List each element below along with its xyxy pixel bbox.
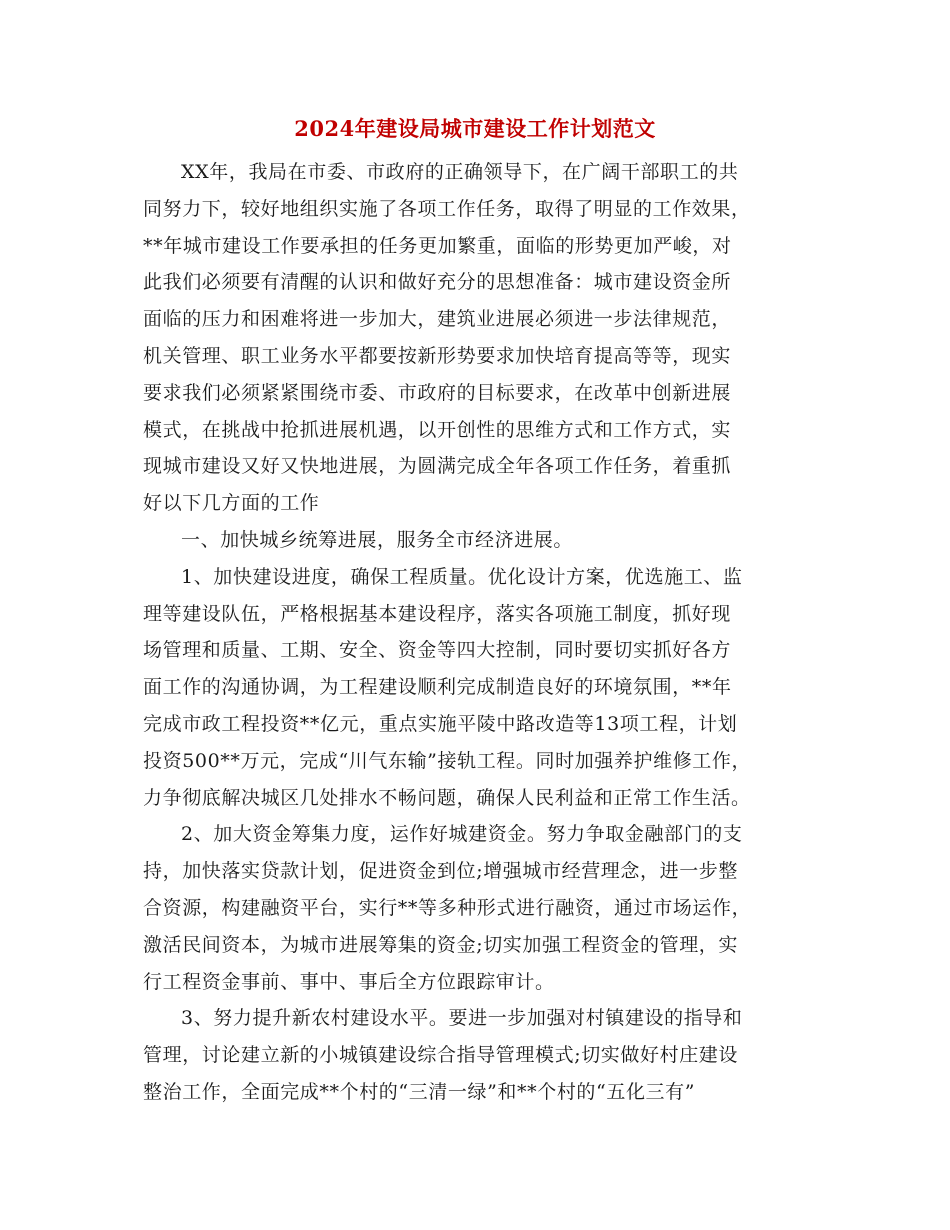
text-line: 此我们必须要有清醒的认识和做好充分的思想准备：城市建设资金所 [143,271,732,294]
text-line: 好以下几方面的工作 [143,492,320,515]
text-line: 面工作的沟通协调，为工程建设顺利完成制造良好的环境氛围，**年 [143,676,732,699]
section-heading-1 [143,522,823,559]
text-line: 同努力下，较好地组织实施了各项工作任务，取得了明显的工作效果， [143,197,751,220]
text-line: 管理，讨论建立新的小城镇建设综合指导管理模式;切实做好村庄建设 [143,1044,739,1067]
document-title: 2024年建设局城市建设工作计划范文 [294,116,656,141]
paragraph-intro [143,154,823,522]
text-line: 1、加快建设进度，确保工程质量。优化设计方案，优选施工、监 [181,565,743,588]
text-line: 持，加快落实贷款计划，促进资金到位;增强城市经营理念，进一步整 [143,860,739,883]
section-heading-text: 一、加快城乡统筹进展，服务全市经济进展。 [181,528,574,551]
paragraph-item-1 [143,559,823,817]
text-line: XX年，我局在市委、市政府的正确领导下，在广阔干部职工的共 [181,161,739,183]
text-line: 模式，在挑战中抢抓进展机遇，以开创性的思维方式和工作方式，实 [143,418,732,441]
text-line: 完成市政工程投资**亿元，重点实施平陵中路改造等13项工程，计划 [143,712,738,735]
text-line: 理等建设队伍，严格根据基本建设程序，落实各项施工制度，抓好现 [143,602,732,625]
text-line: 场管理和质量、工期、安全、资金等四大控制，同时要切实抓好各方 [143,639,732,662]
text-line: 2、加大资金筹集力度，运作好城建资金。努力争取金融部门的支 [181,823,743,846]
text-line: 行工程资金事前、事中、事后全方位跟踪审计。 [143,970,555,993]
paragraph-item-3 [143,1000,823,1110]
text-line: 要求我们必须紧紧围绕市委、市政府的目标要求，在改革中创新进展 [143,381,732,404]
text-line: 机关管理、职工业务水平都要按新形势要求加快培育提高等等，现实 [143,344,732,367]
paragraph-item-2 [143,816,823,1000]
text-line: 整治工作，全面完成**个村的“三清一绿”和**个村的“五化三有” [143,1080,696,1103]
text-line: **年城市建设工作要承担的任务更加繁重，面临的形势更加严峻，对 [143,234,732,257]
text-line: 面临的压力和困难将进一步加大，建筑业进展必须进一步法律规范， [143,308,732,331]
text-line: 力争彻底解决城区几处排水不畅问题，确保人民利益和正常工作生活。 [143,786,751,809]
document-body [143,154,823,1111]
text-line: 投资500**万元，完成“川气东输”接轨工程。同时加强养护维修工作， [143,749,752,772]
text-line: 现城市建设又好又快地进展，为圆满完成全年各项工作任务，着重抓 [143,455,732,478]
text-line: 合资源，构建融资平台，实行**等多种形式进行融资，通过市场运作， [143,896,752,919]
text-line: 3、努力提升新农村建设水平。要进一步加强对村镇建设的指导和 [181,1007,743,1030]
text-line: 激活民间资本，为城市进展筹集的资金;切实加强工程资金的管理，实 [143,933,739,956]
